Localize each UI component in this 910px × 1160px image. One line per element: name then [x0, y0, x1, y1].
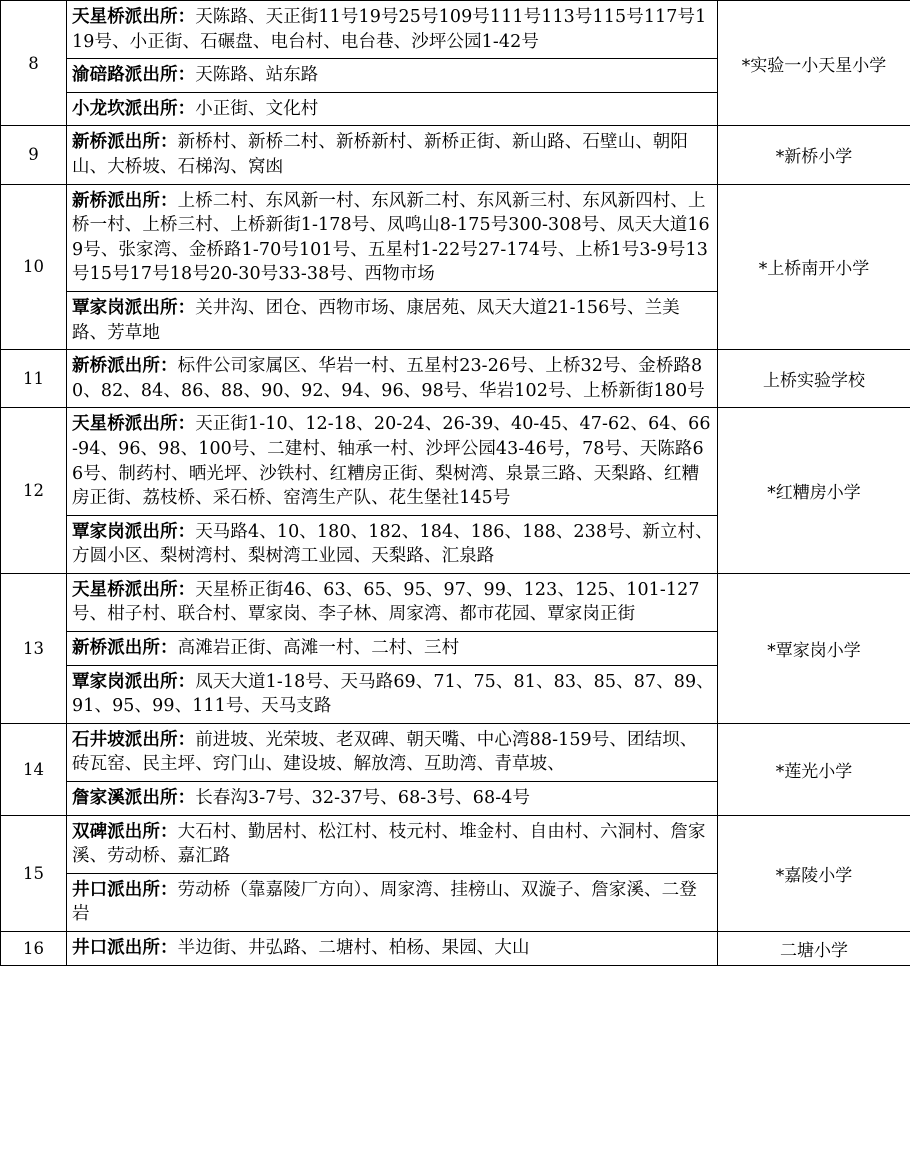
police-station-label: 新桥派出所：: [72, 638, 178, 659]
street-list: 大石村、勤居村、松江村、枝元村、堆金村、自由村、六洞村、詹家溪、劳动桥、嘉汇路: [72, 821, 706, 867]
street-list: 天陈路、站东路: [195, 65, 319, 86]
street-list: 凤天大道1-18号、天马路69、71、75、81、83、85、87、89、91、95、99、111号、天马支路: [72, 671, 714, 717]
street-list: 天陈路、天正街11号19号25号109号111号113号115号117号119号、小正街、石碾盘、电台村、电台巷、沙坪公园1-42号: [72, 7, 707, 52]
table-row: [1, 408, 910, 515]
street-list: 劳动桥（靠嘉陵厂方向）、周家湾、挂榜山、双漩子、詹家溪、二登岩: [72, 879, 697, 925]
school-name: *覃家岗小学: [718, 573, 910, 723]
district-cell: [67, 665, 718, 723]
street-list: 标件公司家属区、华岩一村、五星村23-26号、上桥32号、金桥路80、82、84、86、88、90、92、94、96、98号、华岩102号、上桥新街180号: [72, 356, 705, 401]
table-row: [1, 932, 910, 966]
street-list: 长春沟3-7号、32-37号、68-3号、68-4号: [195, 788, 531, 809]
school-name: *红糟房小学: [718, 408, 910, 574]
school-name: *新桥小学: [718, 126, 910, 184]
district-cell: [67, 515, 718, 573]
table-row: [1, 815, 910, 873]
street-list: 半边街、井弘路、二塘村、柏杨、果园、大山: [177, 938, 530, 958]
police-station-label: 新桥派出所：: [72, 132, 178, 153]
police-station-label: 新桥派出所：: [72, 190, 178, 211]
district-cell: [67, 632, 718, 666]
street-list: 天正街1-10、12-18、20-24、26-39、40-45、47-62、64、66-94、96、98、100号、二建村、轴承一村、沙坪公园43-46号，78号、天陈路66号、制药村、晒光坪、沙铁村、红糟房正街、梨树湾、泉景三路、天梨路、红糟房正街、荔枝桥、采石桥、窑湾生产队、花生堡社145号: [72, 414, 711, 509]
district-cell: [67, 723, 718, 781]
row-number: 10: [1, 184, 67, 350]
district-cell: [67, 92, 718, 126]
table-row: [1, 184, 910, 291]
row-number: 13: [1, 573, 67, 723]
row-number: 12: [1, 408, 67, 574]
police-station-label: 天星桥派出所：: [72, 414, 196, 435]
district-cell: [67, 815, 718, 873]
table-row: [1, 723, 910, 781]
street-list: 高滩岩正街、高滩一村、二村、三村: [177, 638, 460, 659]
row-number: 8: [1, 1, 67, 126]
school-name: 二塘小学: [718, 932, 910, 966]
police-station-label: 双碑派出所：: [72, 821, 178, 842]
street-list: 上桥二村、东风新一村、东风新二村、东风新三村、东风新四村、上桥一村、上桥三村、上桥新街1-178号、凤鸣山8-175号300-308号、凤天大道169号、张家湾、金桥路1-70号101号、五星村1-22号27-174号、上桥1号3-9号13号15号17号18号20-30号33-38号、西物市场: [72, 190, 710, 285]
street-list: 新桥村、新桥二村、新桥新村、新桥正街、新山路、石壁山、朝阳山、大桥坡、石梯沟、窝凼: [72, 132, 689, 177]
school-name: *上桥南开小学: [718, 184, 910, 350]
row-number: 16: [1, 932, 67, 966]
district-cell: [67, 873, 718, 931]
police-station-label: 天星桥派出所：: [72, 579, 196, 600]
police-station-label: 石井坡派出所：: [72, 729, 196, 750]
table-body: [1, 1, 910, 966]
district-cell: [67, 573, 718, 631]
district-cell: [67, 408, 718, 515]
school-name: *嘉陵小学: [718, 815, 910, 931]
police-station-label: 井口派出所：: [72, 938, 178, 958]
police-station-label: 井口派出所：: [72, 879, 178, 900]
police-station-label: 詹家溪派出所：: [72, 788, 196, 809]
police-station-label: 覃家岗派出所：: [72, 297, 196, 318]
district-cell: [67, 782, 718, 816]
table-row: [1, 126, 910, 184]
district-cell: [67, 184, 718, 291]
street-list: 天星桥正街46、63、65、95、97、99、123、125、101-127号、柑子村、联合村、覃家岗、李子林、周家湾、都市花园、覃家岗正街: [72, 579, 700, 625]
row-number: 15: [1, 815, 67, 931]
school-name: *实验一小天星小学: [718, 1, 910, 126]
district-cell: [67, 932, 718, 966]
district-cell: [67, 1, 718, 59]
police-station-label: 新桥派出所：: [72, 356, 178, 377]
table-row: [1, 573, 910, 631]
table-row: [1, 350, 910, 408]
district-cell: [67, 291, 718, 349]
table-row: [1, 1, 910, 59]
school-name: 上桥实验学校: [718, 350, 910, 408]
police-station-label: 天星桥派出所：: [72, 7, 196, 27]
district-cell: [67, 350, 718, 408]
row-number: 14: [1, 723, 67, 815]
police-station-label: 小龙坎派出所：: [72, 98, 196, 119]
police-station-label: 渝碚路派出所：: [72, 65, 196, 86]
street-list: 天马路4、10、180、182、184、186、188、238号、新立村、方圆小区、梨树湾村、梨树湾工业园、天梨路、汇泉路: [72, 521, 713, 567]
district-cell: [67, 59, 718, 93]
row-number: 9: [1, 126, 67, 184]
district-cell: [67, 126, 718, 184]
police-station-label: 覃家岗派出所：: [72, 671, 196, 692]
school-name: *莲光小学: [718, 723, 910, 815]
row-number: 11: [1, 350, 67, 408]
street-list: 关井沟、团仓、西物市场、康居苑、凤天大道21-156号、兰美路、芳草地: [72, 297, 680, 343]
police-station-label: 覃家岗派出所：: [72, 521, 196, 542]
street-list: 小正街、文化村: [195, 98, 319, 119]
street-list: 前进坡、光荣坡、老双碑、朝天嘴、中心湾88-159号、团结坝、砖瓦窑、民主坪、窍门山、建设坡、解放湾、互助湾、青草坡、: [72, 729, 698, 775]
